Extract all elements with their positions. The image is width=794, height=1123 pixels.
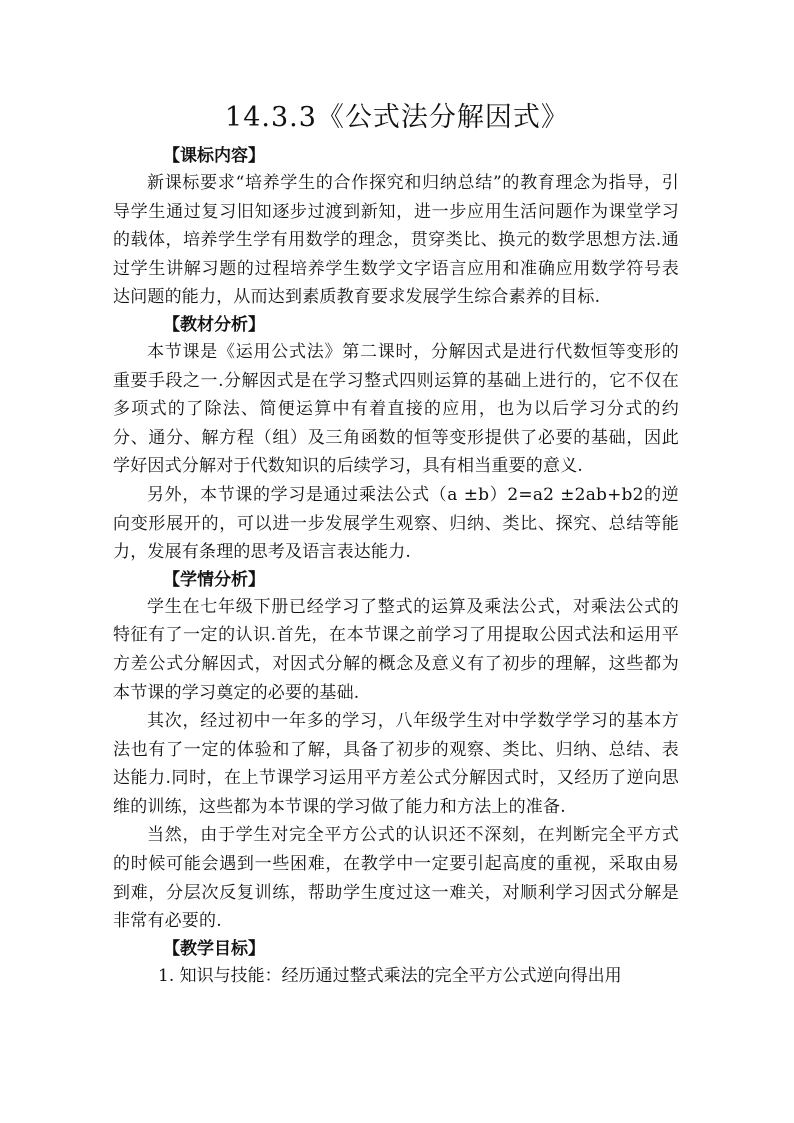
section-heading: 【课标内容】 xyxy=(163,146,265,166)
paragraph: 新课标要求“培养学生的合作探究和归纳总结”的教育理念为指导，引导学生通过复习旧知逐步过渡到新知，进一步应用生活问题作为课堂学习的载体，培养学生学有用数学的理念，贯穿类比、换元的数学思想方法.通过学生讲解习题的过程培养学生数学文字语言应用和准确应用数学符号表达问题的能力，从而达到素质教育要求发展学生综合素养的目标. xyxy=(113,173,679,308)
section-heading: 【教材分析】 xyxy=(163,314,265,335)
list-item: 1. 知识与技能：经历通过整式乘法的完全平方公式逆向得出用 xyxy=(158,965,622,986)
document-body xyxy=(113,143,679,990)
section-teaching-objectives xyxy=(113,936,679,991)
paragraph: 另外，本节课的学习是通过乘法公式（a ±b）2=a2 ±2ab+b2的逆向变形展开的，可以进一步发展学生观察、归纳、类比、探究、总结等能力，发展有条理的思考及语言表达能力. xyxy=(113,484,679,563)
paragraph: 学生在七年级下册已经学习了整式的运算及乘法公式，对乘法公式的特征有了一定的认识.首先，在本节课之前学习了用提取公因式法和运用平方差公式分解因式，对因式分解的概念及意义有了初步的理解，这些都为本节课的学习奠定的必要的基础. xyxy=(113,596,679,703)
paragraph: 本节课是《运用公式法》第二课时，分解因式是进行代数恒等变形的重要手段之一.分解因式是在学习整式四则运算的基础上进行的，它不仅在多项式的了除法、简便运算中有着直接的应用，也为以后学习分式的约分、通分、解方程（组）及三角函数的恒等变形提供了必要的基础，因此学好因式分解对于代数知识的后续学习，具有相当重要的意义. xyxy=(113,341,679,477)
paragraph: 当然，由于学生对完全平方公式的认识还不深刻，在判断完全平方式的时候可能会遇到一些困难，在教学中一定要引起高度的重视，采取由易到难，分层次反复训练，帮助学生度过这一难关，对顺利学习因式分解是非常有必要的. xyxy=(113,825,679,932)
section-student-analysis xyxy=(113,567,679,936)
section-heading: 【教学目标】 xyxy=(163,938,265,959)
section-heading: 【学情分析】 xyxy=(163,569,265,590)
section-curriculum-standards xyxy=(113,143,679,312)
document-title: 14.3.3《公式法分解因式》 xyxy=(225,102,569,133)
section-textbook-analysis xyxy=(113,312,679,567)
paragraph: 其次，经过初中一年多的学习，八年级学生对中学数学学习的基本方法也有了一定的体验和了解，具备了初步的观察、类比、归纳、总结、表达能力.同时，在上节课学习运用平方差公式分解因式时，又经历了逆向思维的训练，这些都为本节课的学习做了能力和方法上的准备. xyxy=(113,711,679,817)
